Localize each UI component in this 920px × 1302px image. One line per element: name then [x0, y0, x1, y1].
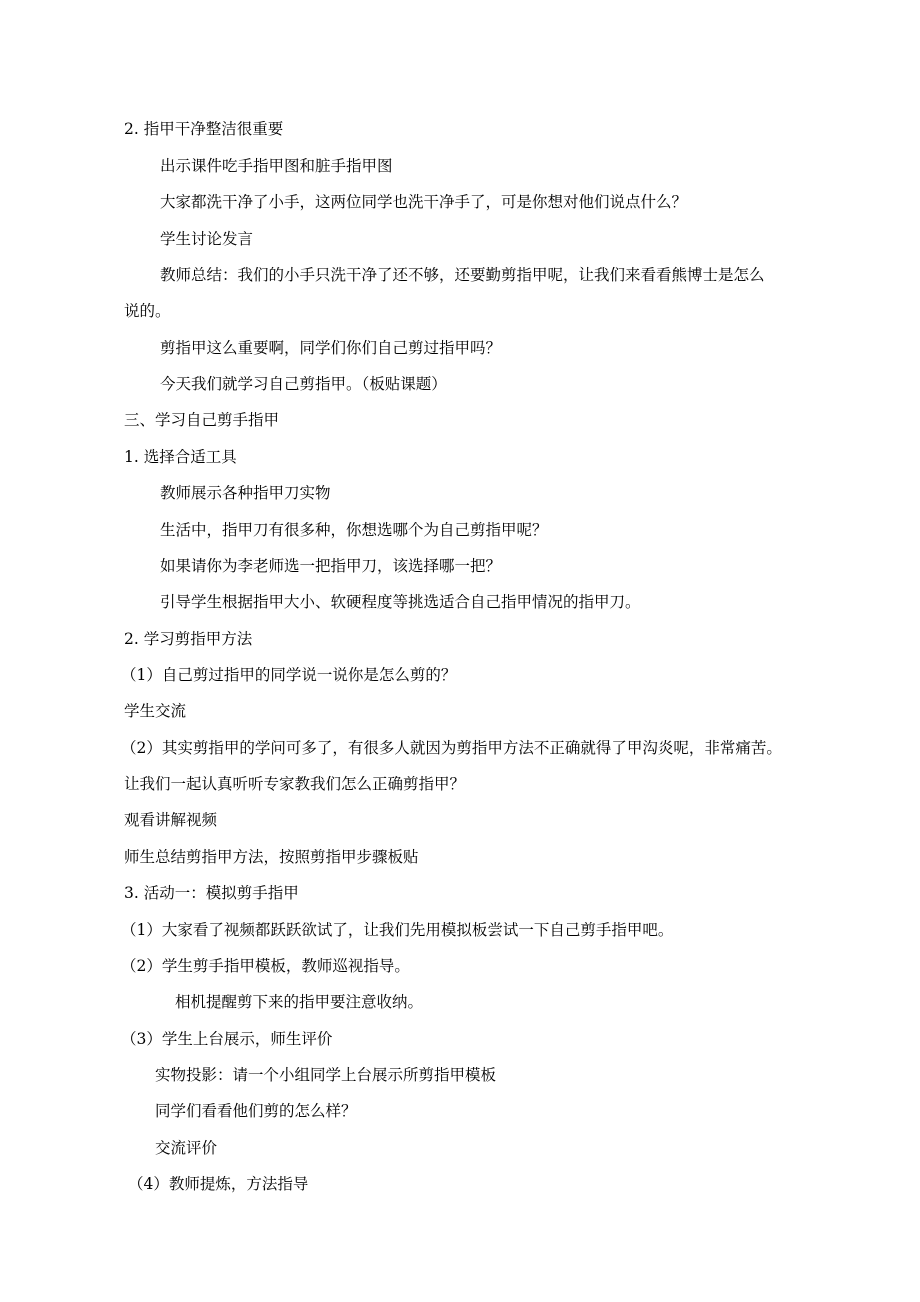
paragraph: （2）其实剪指甲的学问可多了，有很多人就因为剪指甲方法不正确就得了甲沟炎呢，非常痛苦。 — [121, 739, 782, 757]
paragraph: 同学们看看他们剪的怎么样？ — [155, 1102, 357, 1120]
paragraph: 引导学生根据指甲大小、软硬程度等挑选适合自己指甲情况的指甲刀。 — [160, 593, 641, 611]
section-heading: 1. 选择合适工具 — [124, 448, 237, 466]
paragraph: 让我们一起认真听听专家教我们怎么正确剪指甲？ — [124, 775, 466, 793]
paragraph: （1）自己剪过指甲的同学说一说你是怎么剪的？ — [121, 666, 457, 684]
paragraph: 如果请你为李老师选一把指甲刀，该选择哪一把？ — [160, 557, 502, 575]
paragraph: 说的。 — [124, 302, 171, 320]
paragraph: 实物投影：请一个小组同学上台展示所剪指甲模板 — [155, 1066, 497, 1084]
paragraph: （2）学生剪手指甲模板，教师巡视指导。 — [121, 957, 410, 975]
section-heading: 2. 指甲干净整洁很重要 — [124, 120, 284, 138]
paragraph: 教师展示各种指甲刀实物 — [160, 484, 331, 502]
paragraph: 学生讨论发言 — [160, 230, 254, 248]
paragraph: 教师总结：我们的小手只洗干净了还不够，还要勤剪指甲呢，让我们来看看熊博士是怎么 — [160, 266, 765, 284]
paragraph: 今天我们就学习自己剪指甲。（板贴课题） — [160, 375, 447, 393]
paragraph: （1）大家看了视频都跃跃欲试了，让我们先用模拟板尝试一下自己剪手指甲吧。 — [121, 921, 674, 939]
paragraph: （3）学生上台展示，师生评价 — [121, 1030, 333, 1048]
paragraph: 交流评价 — [155, 1139, 218, 1157]
section-heading: 2. 学习剪指甲方法 — [124, 630, 253, 648]
paragraph: 出示课件吃手指甲图和脏手指甲图 — [160, 157, 393, 175]
paragraph: 学生交流 — [124, 702, 187, 720]
paragraph: （4）教师提炼，方法指导 — [128, 1175, 309, 1193]
section-heading: 三、学习自己剪手指甲 — [124, 411, 280, 429]
paragraph: 大家都洗干净了小手，这两位同学也洗干净手了，可是你想对他们说点什么？ — [160, 193, 688, 211]
section-heading: 3. 活动一：模拟剪手指甲 — [124, 884, 299, 902]
paragraph: 观看讲解视频 — [124, 811, 218, 829]
paragraph: 师生总结剪指甲方法，按照剪指甲步骤板贴 — [124, 848, 419, 866]
paragraph: 生活中，指甲刀有很多种，你想选哪个为自己剪指甲呢？ — [160, 521, 548, 539]
paragraph: 剪指甲这么重要啊，同学们你们自己剪过指甲吗？ — [160, 339, 502, 357]
paragraph: 相机提醒剪下来的指甲要注意收纳。 — [175, 993, 424, 1011]
